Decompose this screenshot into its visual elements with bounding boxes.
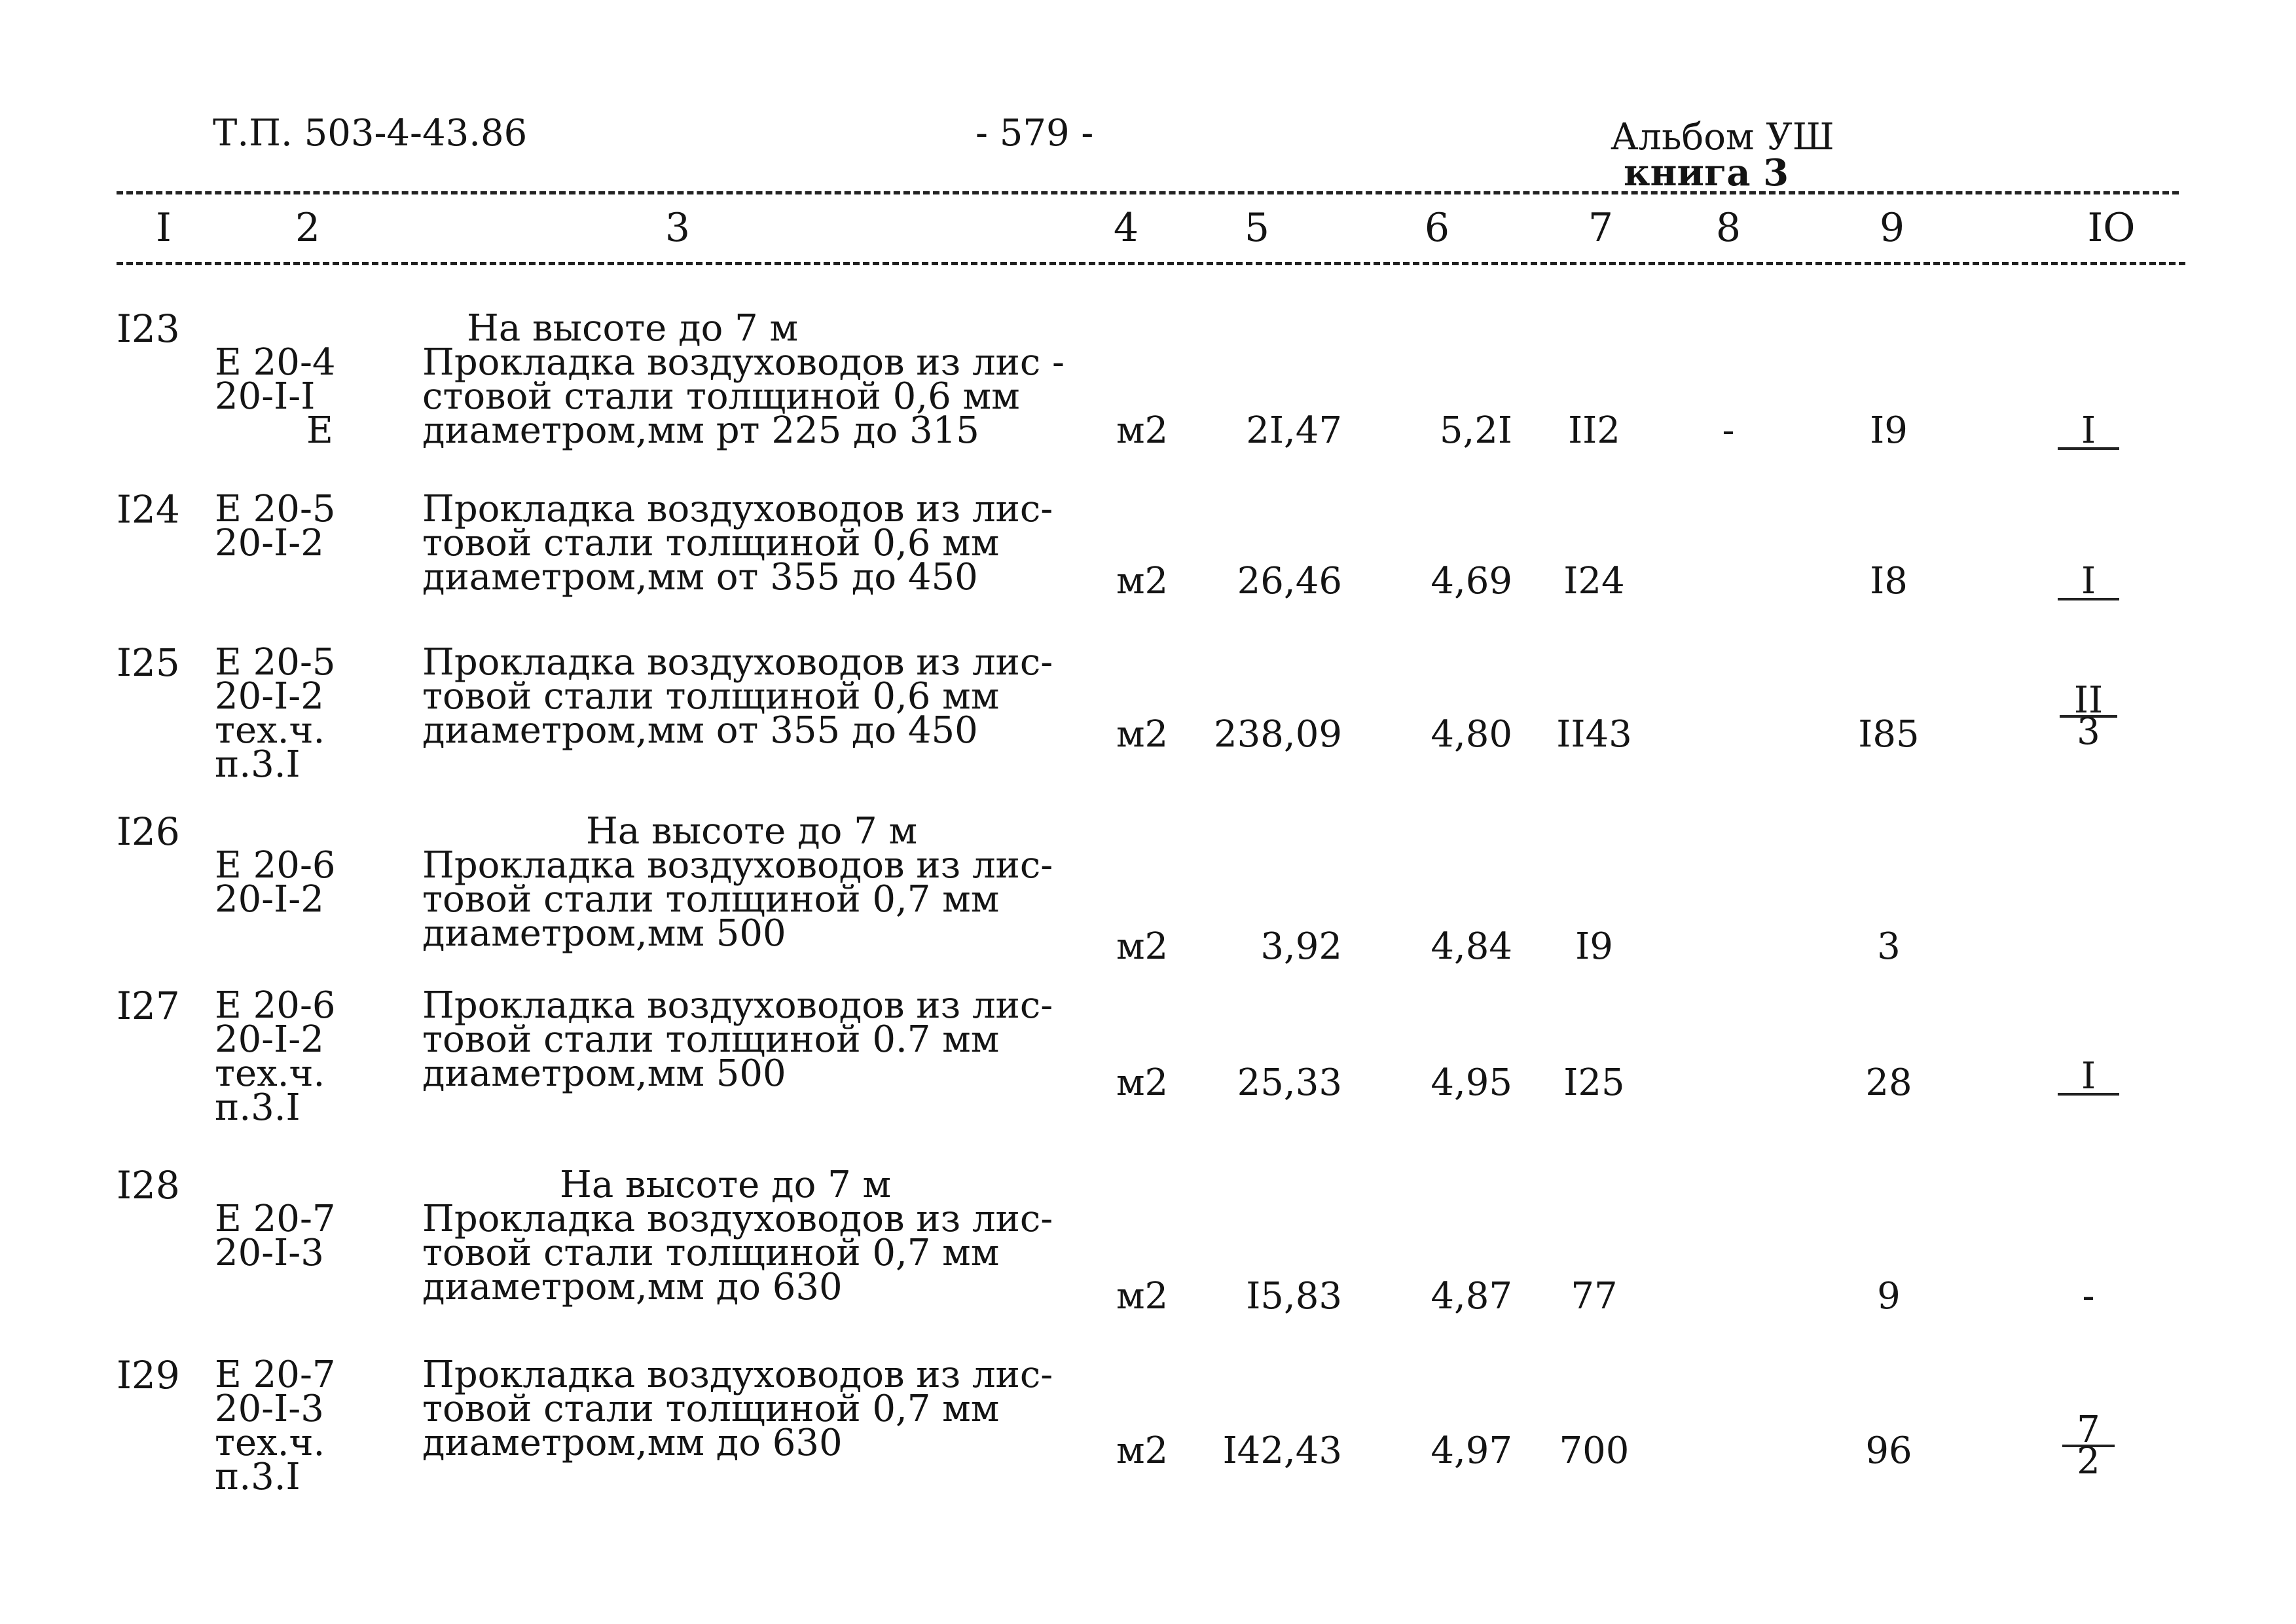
col-header-2: 2 xyxy=(295,205,321,251)
col6-cell: 4,97 xyxy=(1430,1430,1512,1472)
code-line: п.3.I xyxy=(215,743,301,786)
col-header-3: 3 xyxy=(665,205,691,251)
book-label: книга 3 xyxy=(1624,151,1789,194)
description-cell xyxy=(422,307,1065,452)
description-line: диаметром,мм до 630 xyxy=(422,1266,843,1308)
code-line: Е 20-5 xyxy=(215,641,336,684)
description-line: диаметром,мм от 355 до 450 xyxy=(422,556,978,599)
col6-cell: 5,2I xyxy=(1439,409,1512,452)
col10-value: I xyxy=(2058,565,2119,600)
col-header-6: 6 xyxy=(1424,205,1450,251)
col10-fraction xyxy=(2062,1409,2115,1483)
row-number: I28 xyxy=(117,1163,180,1208)
col7-cell: 700 xyxy=(1559,1430,1630,1472)
code-line: 20-I-2 xyxy=(215,878,324,921)
description-cell xyxy=(422,641,1053,752)
code-cell xyxy=(215,984,336,1129)
col10-cell xyxy=(2003,1409,2174,1483)
col-header-9: 9 xyxy=(1879,205,1905,251)
description-line: Прокладка воздуховодов из лис- xyxy=(422,641,1053,684)
col9-cell: I8 xyxy=(1870,560,1908,602)
height-subtitle: На высоте до 7 м xyxy=(467,307,799,350)
document-code: Т.П. 503-4-43.86 xyxy=(213,112,528,155)
col9-cell: 9 xyxy=(1877,1275,1901,1318)
fraction-numerator: 7 xyxy=(2062,1416,2115,1447)
fraction-denominator: 2 xyxy=(2077,1440,2100,1483)
col6-cell: 4,69 xyxy=(1430,560,1512,602)
height-subtitle: На высоте до 7 м xyxy=(560,1164,892,1206)
col10-cell xyxy=(2003,679,2174,753)
quantity-cell: I5,83 xyxy=(1246,1275,1342,1318)
col9-cell: 28 xyxy=(1865,1061,1912,1104)
header-rule-bottom xyxy=(117,262,2185,265)
album-label: Альбом УШ xyxy=(1611,116,1834,158)
col7-cell: I25 xyxy=(1563,1061,1625,1104)
row-number: I29 xyxy=(117,1353,180,1397)
col10-cell xyxy=(2003,560,2174,602)
col6-cell: 4,95 xyxy=(1430,1061,1512,1104)
fraction-denominator: 3 xyxy=(2077,710,2100,753)
row-number: I25 xyxy=(117,640,180,685)
description-line: Прокладка воздуховодов из лис- xyxy=(422,1198,1053,1240)
description-line: товой стали толщиной 0,7 мм xyxy=(422,1232,1000,1274)
description-line: диаметром,мм рт 225 до 315 xyxy=(422,409,979,452)
code-line: 20-I-3 xyxy=(215,1388,324,1430)
description-cell xyxy=(422,488,1053,599)
row-number: I26 xyxy=(117,809,180,854)
quantity-cell: 25,33 xyxy=(1237,1061,1342,1104)
code-cell xyxy=(215,488,336,564)
col7-cell: I24 xyxy=(1563,560,1625,602)
code-line: 20-I-3 xyxy=(215,1232,324,1274)
col9-cell: 3 xyxy=(1877,925,1901,968)
description-line: диаметром,мм до 630 xyxy=(422,1422,843,1464)
description-line: товой стали толщиной 0,7 мм xyxy=(422,1388,1000,1430)
code-line: Е 20-5 xyxy=(215,488,336,530)
col7-cell: II43 xyxy=(1556,713,1632,756)
col10-cell xyxy=(2003,1055,2174,1098)
description-line: Прокладка воздуховодов из лис- xyxy=(422,488,1053,530)
col8-cell: - xyxy=(1722,409,1735,452)
code-line: Е 20-7 xyxy=(215,1198,336,1240)
description-line: товой стали толщиной 0,6 мм xyxy=(422,675,1000,718)
col6-cell: 4,84 xyxy=(1430,925,1512,968)
unit-cell: м2 xyxy=(1116,713,1169,756)
code-line: 20-I-2 xyxy=(215,1018,324,1061)
unit-cell: м2 xyxy=(1116,925,1169,968)
col10-value: I xyxy=(2058,415,2119,450)
col6-cell: 4,87 xyxy=(1430,1275,1512,1318)
quantity-cell: I42,43 xyxy=(1222,1430,1342,1472)
code-line: 20-I-2 xyxy=(215,675,324,718)
header-rule-top xyxy=(117,191,2179,194)
col-header-7: 7 xyxy=(1588,205,1614,251)
code-line: тех.ч. xyxy=(215,709,325,752)
code-line: Е 20-7 xyxy=(215,1354,336,1396)
code-cell xyxy=(215,641,336,786)
col-header-1: I xyxy=(156,205,172,251)
description-line: товой стали толщиной 0.7 мм xyxy=(422,1018,1000,1061)
code-line: Е 20-6 xyxy=(215,984,336,1027)
height-subtitle: На высоте до 7 м xyxy=(586,810,918,853)
description-line: диаметром,мм от 355 до 450 xyxy=(422,709,978,752)
col9-cell: I85 xyxy=(1858,713,1920,756)
description-line: диаметром,мм 500 xyxy=(422,1052,786,1095)
unit-cell: м2 xyxy=(1116,560,1169,602)
col-header-4: 4 xyxy=(1113,205,1139,251)
unit-cell: м2 xyxy=(1116,1275,1169,1318)
code-cell xyxy=(215,1198,336,1274)
col-header-10: IO xyxy=(2087,205,2136,251)
code-cell xyxy=(215,341,336,452)
code-line: п.3.I xyxy=(215,1086,301,1129)
code-line: тех.ч. xyxy=(215,1422,325,1464)
description-cell xyxy=(422,810,1053,955)
col10-cell: - xyxy=(2082,1275,2095,1318)
quantity-cell: 26,46 xyxy=(1237,560,1342,602)
col-header-5: 5 xyxy=(1244,205,1270,251)
quantity-cell: 3,92 xyxy=(1260,925,1342,968)
description-cell xyxy=(422,1354,1053,1464)
page-number: - 579 - xyxy=(975,112,1094,155)
col10-cell xyxy=(2003,409,2174,452)
col9-cell: I9 xyxy=(1870,409,1908,452)
col10-fraction xyxy=(2060,679,2117,753)
description-line: Прокладка воздуховодов из лис - xyxy=(422,341,1065,384)
row-number: I24 xyxy=(117,487,180,532)
code-line: Е 20-4 xyxy=(215,341,336,384)
description-line: Прокладка воздуховодов из лис- xyxy=(422,844,1053,887)
quantity-cell: 2I,47 xyxy=(1246,409,1342,452)
unit-cell: м2 xyxy=(1116,1430,1169,1472)
description-line: Прокладка воздуховодов из лис- xyxy=(422,984,1053,1027)
col9-cell: 96 xyxy=(1865,1430,1912,1472)
description-line: Прокладка воздуховодов из лис- xyxy=(422,1354,1053,1396)
code-cell xyxy=(215,844,336,921)
code-line: тех.ч. xyxy=(215,1052,325,1095)
description-line: товой стали толщиной 0,7 мм xyxy=(422,878,1000,921)
col7-cell: 77 xyxy=(1571,1275,1618,1318)
col6-cell: 4,80 xyxy=(1430,713,1512,756)
col7-cell: II2 xyxy=(1568,409,1620,452)
description-line: стовой стали толщиной 0,6 мм xyxy=(422,375,1020,418)
code-line: 20-I-I xyxy=(215,375,316,418)
code-cell xyxy=(215,1354,336,1498)
description-line: диаметром,мм 500 xyxy=(422,912,786,955)
fraction-numerator: II xyxy=(2060,686,2117,718)
quantity-cell: 238,09 xyxy=(1214,713,1342,756)
description-cell xyxy=(422,1164,1053,1308)
col10-value: I xyxy=(2058,1060,2119,1096)
col7-cell: I9 xyxy=(1575,925,1613,968)
col-header-8: 8 xyxy=(1715,205,1741,251)
row-number: I27 xyxy=(117,984,180,1028)
code-line: п.3.I xyxy=(215,1456,301,1498)
unit-cell: м2 xyxy=(1116,409,1169,452)
code-line: 20-I-2 xyxy=(215,522,324,564)
code-line: Е 20-6 xyxy=(215,844,336,887)
row-number: I23 xyxy=(117,306,180,351)
code-line: Е xyxy=(306,409,333,452)
description-cell xyxy=(422,984,1053,1095)
unit-cell: м2 xyxy=(1116,1061,1169,1104)
description-line: товой стали толщиной 0,6 мм xyxy=(422,522,1000,564)
